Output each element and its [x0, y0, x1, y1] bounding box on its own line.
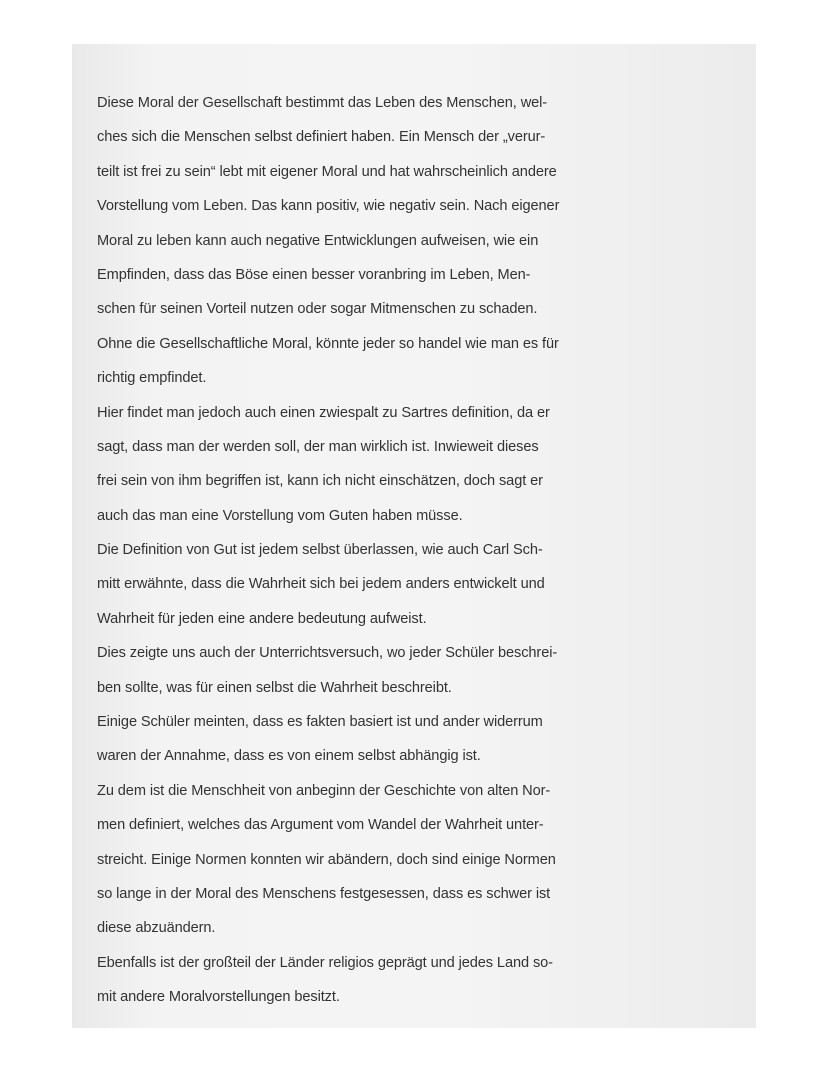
- text-line: Dies zeigte uns auch der Unterrichtsversuch, wo jeder Schüler beschrei-: [97, 645, 558, 662]
- text-line: Moral zu leben kann auch negative Entwicklungen aufweisen, wie ein: [97, 232, 539, 249]
- text-line: Ebenfalls ist der großteil der Länder religios geprägt und jedes Land so-: [97, 954, 553, 971]
- text-line: mitt erwähnte, dass die Wahrheit sich bei jedem anders entwickelt und: [97, 576, 545, 593]
- text-line: diese abzuändern.: [97, 920, 216, 937]
- text-line: Empfinden, dass das Böse einen besser voranbring im Leben, Men-: [97, 266, 531, 283]
- text-line: Vorstellung vom Leben. Das kann positiv, wie negativ sein. Nach eigener: [97, 198, 560, 215]
- text-line: ben sollte, was für einen selbst die Wahrheit beschreibt.: [97, 679, 452, 696]
- text-line: Hier findet man jedoch auch einen zwiespalt zu Sartres definition, da er: [97, 404, 550, 421]
- text-line: Einige Schüler meinten, dass es fakten basiert ist und ander widerrum: [97, 714, 543, 731]
- text-line: Ohne die Gesellschaftliche Moral, könnte jeder so handel wie man es für: [97, 335, 559, 352]
- text-line: Zu dem ist die Menschheit von anbeginn der Geschichte von alten Nor-: [97, 782, 551, 799]
- text-line: teilt ist frei zu sein“ lebt mit eigener Moral und hat wahrscheinlich andere: [97, 163, 557, 180]
- text-line: waren der Annahme, dass es von einem selbst abhängig ist.: [97, 748, 481, 765]
- text-line: schen für seinen Vorteil nutzen oder sogar Mitmenschen zu schaden.: [97, 301, 538, 318]
- text-line: mit andere Moralvorstellungen besitzt.: [97, 989, 340, 1006]
- text-line: frei sein von ihm begriffen ist, kann ich nicht einschätzen, doch sagt er: [97, 473, 543, 490]
- text-line: auch das man eine Vorstellung vom Guten haben müsse.: [97, 507, 463, 524]
- text-line: sagt, dass man der werden soll, der man wirklich ist. Inwieweit dieses: [97, 438, 539, 455]
- text-line: ches sich die Menschen selbst definiert haben. Ein Mensch der „verur-: [97, 129, 546, 146]
- text-line: richtig empfindet.: [97, 370, 207, 387]
- text-line: so lange in der Moral des Menschens festgesessen, dass es schwer ist: [97, 885, 551, 902]
- text-line: Die Definition von Gut ist jedem selbst überlassen, wie auch Carl Sch-: [97, 542, 543, 559]
- text-line: Wahrheit für jeden eine andere bedeutung aufweist.: [97, 610, 427, 627]
- text-line: Diese Moral der Gesellschaft bestimmt das Leben des Menschen, wel-: [97, 95, 548, 111]
- document-text: [97, 86, 657, 1015]
- text-line: men definiert, welches das Argument vom Wandel der Wahrheit unter-: [97, 817, 544, 834]
- text-line: streicht. Einige Normen konnten wir abändern, doch sind einige Normen: [97, 851, 556, 868]
